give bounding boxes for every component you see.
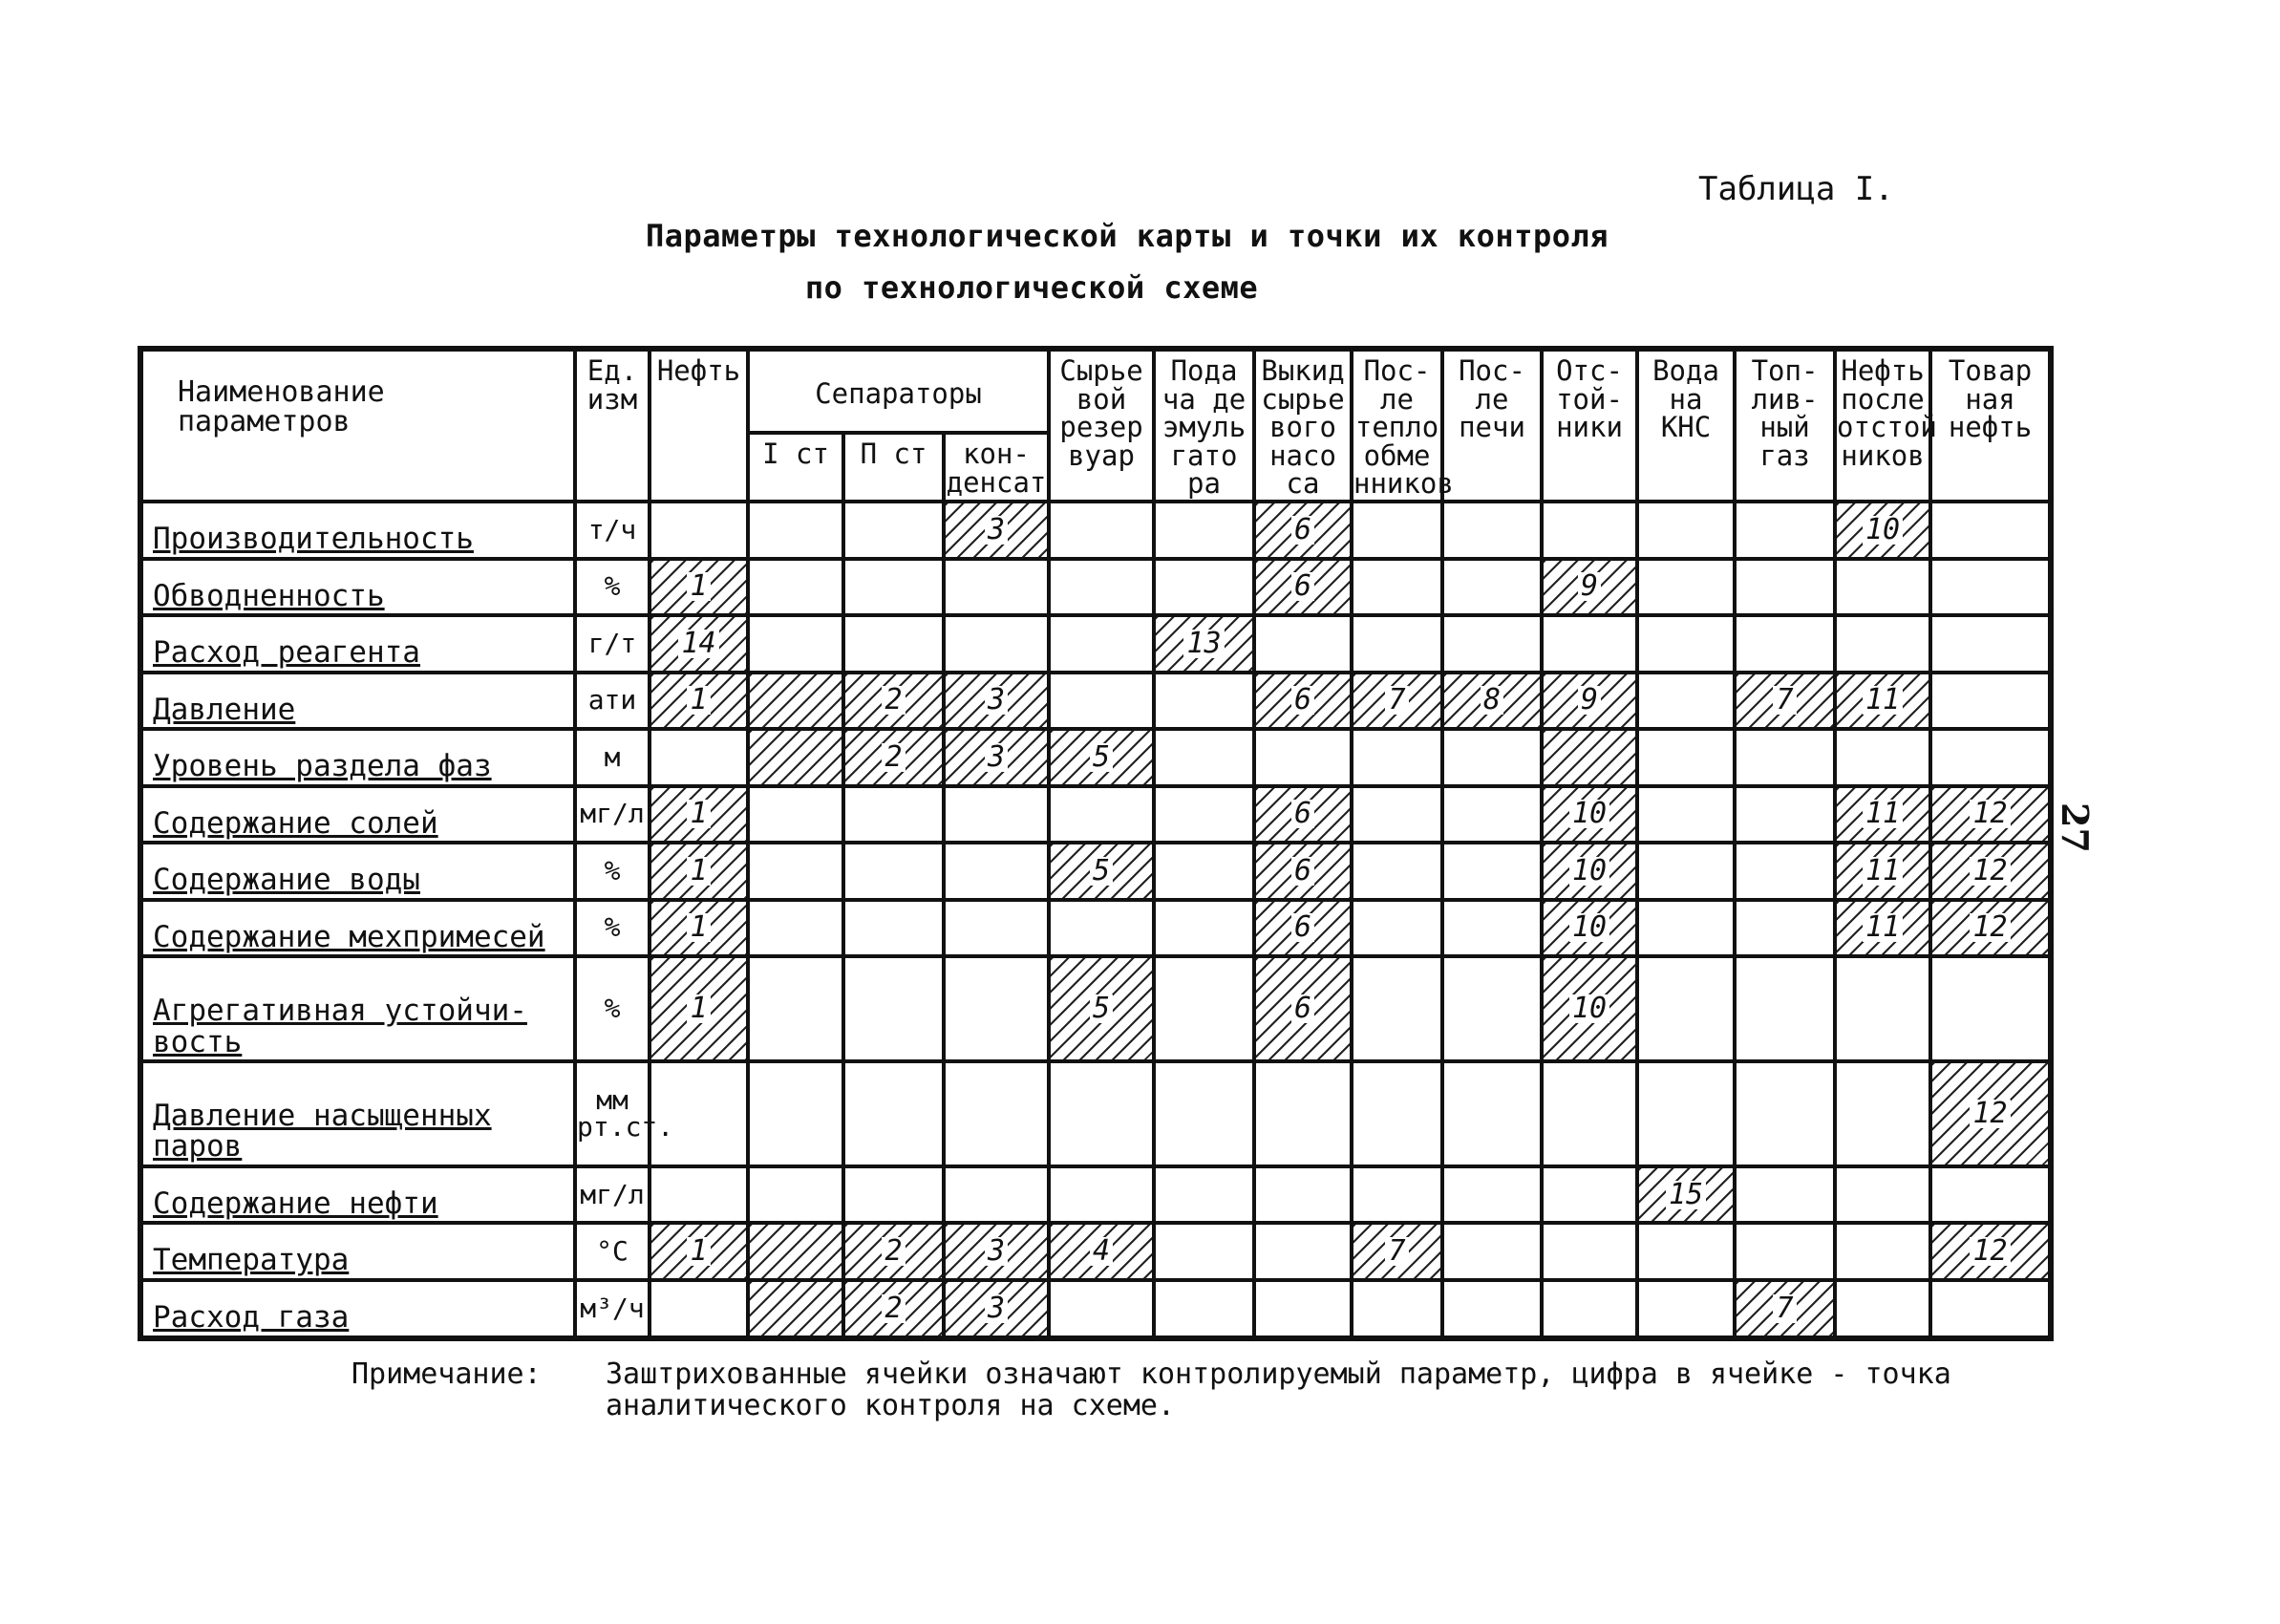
empty-cell	[1352, 786, 1442, 844]
empty-cell	[1049, 786, 1154, 844]
empty-cell	[1442, 729, 1542, 786]
empty-cell	[944, 900, 1049, 957]
control-point-cell	[1049, 729, 1154, 786]
control-point-cell	[1637, 1166, 1735, 1224]
empty-cell	[1542, 615, 1637, 673]
empty-cell	[1442, 900, 1542, 957]
control-point-cell	[1254, 786, 1352, 844]
header-separator-stage-1: I ст	[748, 433, 843, 502]
empty-cell	[1835, 615, 1930, 673]
parameter-unit: м³/ч	[575, 1280, 650, 1338]
control-point-number: 2	[882, 1294, 905, 1323]
control-point-cell	[1442, 673, 1542, 730]
empty-cell	[748, 900, 843, 957]
parameter-unit: %	[575, 956, 650, 1061]
control-point-cell	[1930, 1061, 2051, 1166]
empty-cell	[843, 786, 944, 844]
empty-cell	[650, 1280, 748, 1338]
control-point-number: 1	[687, 800, 710, 828]
empty-cell	[650, 729, 748, 786]
empty-cell	[1637, 1061, 1735, 1166]
control-point-number: 1	[687, 913, 710, 942]
empty-cell	[748, 502, 843, 559]
control-point-number: 2	[882, 686, 905, 715]
header-oil-after-settlers: Нефть после отстой ников	[1835, 349, 1930, 502]
empty-cell	[1637, 956, 1735, 1061]
empty-cell	[1930, 956, 2051, 1061]
control-point-number: 6	[1291, 572, 1314, 601]
empty-cell	[1835, 956, 1930, 1061]
empty-cell	[1442, 559, 1542, 616]
parameter-name: Агрегативная устойчи- вость	[140, 956, 575, 1061]
control-point-cell	[843, 673, 944, 730]
header-raw-tank: Сырье вой резер вуар	[1049, 349, 1154, 502]
control-point-cell	[944, 1223, 1049, 1280]
control-point-number: 8	[1481, 686, 1503, 715]
empty-cell	[1930, 1280, 2051, 1338]
header-separator-stage-2: П ст	[843, 433, 944, 502]
control-point-cell	[944, 729, 1049, 786]
table-row	[140, 900, 2051, 957]
empty-cell	[1735, 900, 1835, 957]
header-parameter-name: Наименование параметров	[140, 349, 575, 502]
empty-cell	[1352, 900, 1442, 957]
empty-cell	[1049, 615, 1154, 673]
empty-cell	[1254, 1280, 1352, 1338]
empty-cell	[1352, 1280, 1442, 1338]
control-point-number: 1	[687, 994, 710, 1023]
control-point-cell	[748, 1223, 843, 1280]
empty-cell	[1154, 1061, 1254, 1166]
empty-cell	[1352, 729, 1442, 786]
empty-cell	[944, 843, 1049, 900]
empty-cell	[1930, 673, 2051, 730]
control-point-number: 13	[1183, 630, 1224, 658]
empty-cell	[1442, 956, 1542, 1061]
control-point-number: 14	[678, 630, 718, 658]
control-point-cell	[1542, 900, 1637, 957]
control-point-number: 6	[1291, 994, 1314, 1023]
empty-cell	[944, 615, 1049, 673]
empty-cell	[944, 956, 1049, 1061]
empty-cell	[1254, 1223, 1352, 1280]
parameter-name: Давление насыщенных паров	[140, 1061, 575, 1166]
control-point-cell	[650, 786, 748, 844]
table-row	[140, 1061, 2051, 1166]
empty-cell	[1154, 1166, 1254, 1224]
empty-cell	[843, 502, 944, 559]
parameter-unit: %	[575, 559, 650, 616]
empty-cell	[1352, 1061, 1442, 1166]
control-point-cell	[1352, 1223, 1442, 1280]
empty-cell	[1254, 615, 1352, 673]
empty-cell	[748, 1166, 843, 1224]
empty-cell	[1442, 1280, 1542, 1338]
control-point-cell	[1930, 843, 2051, 900]
empty-cell	[1049, 1061, 1154, 1166]
empty-cell	[1930, 559, 2051, 616]
control-point-number: 1	[687, 686, 710, 715]
empty-cell	[1735, 786, 1835, 844]
parameter-unit: мг/л	[575, 786, 650, 844]
empty-cell	[1352, 1166, 1442, 1224]
empty-cell	[944, 1061, 1049, 1166]
empty-cell	[1637, 559, 1735, 616]
empty-cell	[944, 786, 1049, 844]
control-point-cell	[1154, 615, 1254, 673]
empty-cell	[944, 1166, 1049, 1224]
empty-cell	[1049, 1280, 1154, 1338]
empty-cell	[1735, 1061, 1835, 1166]
control-point-cell	[1542, 559, 1637, 616]
table-row	[140, 729, 2051, 786]
control-point-number: 2	[882, 1237, 905, 1266]
control-point-cell	[1049, 1223, 1154, 1280]
control-point-number: 10	[1569, 857, 1609, 886]
empty-cell	[748, 956, 843, 1061]
control-point-number: 6	[1291, 516, 1314, 545]
empty-cell	[1154, 1223, 1254, 1280]
empty-cell	[843, 956, 944, 1061]
parameter-name: Содержание воды	[140, 843, 575, 900]
header-raw-pump: Выкид сырье вого насо са	[1254, 349, 1352, 502]
header-commercial-oil: Товар ная нефть	[1930, 349, 2051, 502]
header-separators: Сепараторы	[748, 349, 1049, 433]
empty-cell	[1542, 1280, 1637, 1338]
control-point-cell	[944, 673, 1049, 730]
empty-cell	[1835, 1166, 1930, 1224]
header-after-furnace: Пос- ле печи	[1442, 349, 1542, 502]
empty-cell	[1735, 956, 1835, 1061]
control-point-number: 12	[1970, 913, 2010, 942]
parameter-unit: м	[575, 729, 650, 786]
control-point-cell	[1735, 673, 1835, 730]
empty-cell	[1352, 956, 1442, 1061]
header-fuel-gas: Топ- лив- ный газ	[1735, 349, 1835, 502]
control-point-cell	[1049, 843, 1154, 900]
empty-cell	[650, 1166, 748, 1224]
empty-cell	[1254, 729, 1352, 786]
empty-cell	[1637, 673, 1735, 730]
parameter-unit: т/ч	[575, 502, 650, 559]
table-row	[140, 786, 2051, 844]
empty-cell	[1352, 615, 1442, 673]
control-point-cell	[650, 1223, 748, 1280]
empty-cell	[1154, 843, 1254, 900]
control-point-cell	[650, 615, 748, 673]
control-point-number: 5	[1090, 743, 1113, 772]
empty-cell	[1049, 502, 1154, 559]
empty-cell	[1049, 900, 1154, 957]
control-point-cell	[1930, 786, 2051, 844]
empty-cell	[1735, 502, 1835, 559]
empty-cell	[843, 1166, 944, 1224]
empty-cell	[1352, 502, 1442, 559]
empty-cell	[1442, 1061, 1542, 1166]
control-point-cell	[944, 1280, 1049, 1338]
control-point-cell	[1254, 559, 1352, 616]
control-point-number: 7	[1773, 686, 1796, 715]
table-row	[140, 956, 2051, 1061]
empty-cell	[1637, 729, 1735, 786]
empty-cell	[1154, 729, 1254, 786]
control-point-number: 3	[985, 1237, 1008, 1266]
control-point-cell	[748, 673, 843, 730]
control-point-cell	[650, 900, 748, 957]
empty-cell	[650, 502, 748, 559]
control-point-cell	[1835, 502, 1930, 559]
header-water-kns: Вода на КНС	[1637, 349, 1735, 502]
empty-cell	[1542, 1061, 1637, 1166]
empty-cell	[1352, 843, 1442, 900]
control-point-number: 10	[1569, 913, 1609, 942]
table-title-line-2: по технологической схеме	[804, 269, 1259, 306]
control-point-number: 10	[1569, 994, 1609, 1023]
empty-cell	[1154, 786, 1254, 844]
control-point-number: 5	[1090, 994, 1113, 1023]
control-point-cell	[1542, 673, 1637, 730]
control-point-number: 6	[1291, 800, 1314, 828]
empty-cell	[1154, 673, 1254, 730]
empty-cell	[843, 843, 944, 900]
parameters-table	[138, 346, 2054, 1341]
table-row	[140, 843, 2051, 900]
control-point-number: 10	[1863, 516, 1903, 545]
control-point-cell	[650, 559, 748, 616]
empty-cell	[1542, 502, 1637, 559]
control-point-cell	[1542, 843, 1637, 900]
empty-cell	[843, 615, 944, 673]
empty-cell	[1735, 615, 1835, 673]
control-point-number: 3	[985, 686, 1008, 715]
empty-cell	[748, 559, 843, 616]
empty-cell	[650, 1061, 748, 1166]
empty-cell	[944, 559, 1049, 616]
control-point-cell	[1352, 673, 1442, 730]
control-point-number: 6	[1291, 857, 1314, 886]
table-body	[140, 502, 2051, 1338]
parameter-unit: мг/л	[575, 1166, 650, 1224]
empty-cell	[1930, 729, 2051, 786]
control-point-cell	[650, 673, 748, 730]
table-title-line-1: Параметры технологической карты и точки их контроля	[645, 218, 1609, 254]
empty-cell	[1154, 956, 1254, 1061]
parameter-name: Содержание солей	[140, 786, 575, 844]
parameter-name: Содержание нефти	[140, 1166, 575, 1224]
empty-cell	[748, 615, 843, 673]
empty-cell	[1930, 615, 2051, 673]
control-point-number: 1	[687, 857, 710, 886]
empty-cell	[748, 1061, 843, 1166]
parameter-unit: %	[575, 900, 650, 957]
parameter-name: Температура	[140, 1223, 575, 1280]
empty-cell	[1442, 1166, 1542, 1224]
control-point-number: 12	[1970, 800, 2010, 828]
control-point-cell	[1835, 900, 1930, 957]
parameter-name: Содержание мехпримесей	[140, 900, 575, 957]
parameter-name: Расход реагента	[140, 615, 575, 673]
control-point-number: 3	[985, 743, 1008, 772]
header-demulsifier: Пода ча де эмуль гато ра	[1154, 349, 1254, 502]
control-point-cell	[1735, 1280, 1835, 1338]
control-point-number: 7	[1773, 1294, 1796, 1323]
empty-cell	[1637, 615, 1735, 673]
parameter-name: Расход газа	[140, 1280, 575, 1338]
control-point-number: 3	[985, 1294, 1008, 1323]
empty-cell	[1154, 900, 1254, 957]
control-point-number: 12	[1970, 1100, 2010, 1128]
empty-cell	[1542, 1166, 1637, 1224]
empty-cell	[748, 786, 843, 844]
empty-cell	[1835, 1223, 1930, 1280]
control-point-number: 9	[1578, 572, 1601, 601]
control-point-number: 10	[1569, 800, 1609, 828]
empty-cell	[1835, 1061, 1930, 1166]
control-point-number: 15	[1666, 1181, 1706, 1209]
control-point-number: 7	[1385, 1237, 1408, 1266]
empty-cell	[1154, 1280, 1254, 1338]
control-point-cell	[748, 1280, 843, 1338]
header-oil: Нефть	[650, 349, 748, 502]
header-after-heat-exchangers: Пос- ле тепло обме нников	[1352, 349, 1442, 502]
empty-cell	[1254, 1061, 1352, 1166]
control-point-number: 11	[1863, 686, 1903, 715]
control-point-cell	[1049, 956, 1154, 1061]
empty-cell	[1442, 502, 1542, 559]
empty-cell	[843, 559, 944, 616]
table-row	[140, 615, 2051, 673]
empty-cell	[843, 900, 944, 957]
empty-cell	[1735, 729, 1835, 786]
control-point-number: 7	[1385, 686, 1408, 715]
parameter-unit: %	[575, 843, 650, 900]
control-point-cell	[1835, 843, 1930, 900]
empty-cell	[1154, 502, 1254, 559]
parameter-name: Уровень раздела фаз	[140, 729, 575, 786]
empty-cell	[1835, 729, 1930, 786]
table-row	[140, 1223, 2051, 1280]
empty-cell	[1637, 900, 1735, 957]
control-point-cell	[1930, 1223, 2051, 1280]
control-point-number: 12	[1970, 1237, 2010, 1266]
parameter-unit: °C	[575, 1223, 650, 1280]
header-separator-condensate: кон- денсат	[944, 433, 1049, 502]
control-point-number: 1	[687, 572, 710, 601]
control-point-number: 6	[1291, 686, 1314, 715]
note-label: Примечание:	[352, 1357, 542, 1391]
control-point-number: 5	[1090, 857, 1113, 886]
empty-cell	[1542, 1223, 1637, 1280]
table-row	[140, 673, 2051, 730]
empty-cell	[1442, 1223, 1542, 1280]
control-point-cell	[843, 729, 944, 786]
parameter-unit: ати	[575, 673, 650, 730]
empty-cell	[1835, 1280, 1930, 1338]
control-point-cell	[1254, 502, 1352, 559]
control-point-number: 4	[1090, 1237, 1113, 1266]
parameter-name: Давление	[140, 673, 575, 730]
empty-cell	[1735, 1166, 1835, 1224]
empty-cell	[1049, 1166, 1154, 1224]
control-point-cell	[1542, 729, 1637, 786]
control-point-cell	[748, 729, 843, 786]
control-point-cell	[1835, 786, 1930, 844]
control-point-number: 9	[1578, 686, 1601, 715]
page-number: 27	[2054, 802, 2097, 853]
header-settlers: Отс- той- ники	[1542, 349, 1637, 502]
parameter-name: Обводненность	[140, 559, 575, 616]
empty-cell	[1049, 559, 1154, 616]
control-point-cell	[1542, 956, 1637, 1061]
control-point-cell	[650, 843, 748, 900]
empty-cell	[1637, 1223, 1735, 1280]
empty-cell	[1442, 615, 1542, 673]
control-point-cell	[1254, 673, 1352, 730]
empty-cell	[1637, 1280, 1735, 1338]
parameter-unit: мм рт.ст.	[575, 1061, 650, 1166]
empty-cell	[1442, 843, 1542, 900]
control-point-cell	[944, 502, 1049, 559]
control-point-cell	[1254, 900, 1352, 957]
parameter-name: Производительность	[140, 502, 575, 559]
empty-cell	[1835, 559, 1930, 616]
empty-cell	[1637, 843, 1735, 900]
table-row	[140, 1280, 2051, 1338]
control-point-cell	[1254, 956, 1352, 1061]
control-point-cell	[650, 956, 748, 1061]
empty-cell	[1735, 559, 1835, 616]
empty-cell	[1442, 786, 1542, 844]
empty-cell	[1735, 1223, 1835, 1280]
control-point-number: 2	[882, 743, 905, 772]
control-point-number: 11	[1863, 800, 1903, 828]
parameter-unit: г/т	[575, 615, 650, 673]
empty-cell	[1154, 559, 1254, 616]
control-point-number: 3	[985, 516, 1008, 545]
table-row	[140, 502, 2051, 559]
header-unit: Ед. изм	[575, 349, 650, 502]
control-point-number: 11	[1863, 913, 1903, 942]
note-text: Заштрихованные ячейки означают контролируемый параметр, цифра в ячейке - точка аналитического контроля на схеме.	[606, 1357, 1951, 1422]
control-point-number: 1	[687, 1237, 710, 1266]
empty-cell	[1735, 843, 1835, 900]
empty-cell	[843, 1061, 944, 1166]
control-point-cell	[843, 1280, 944, 1338]
control-point-number: 6	[1291, 913, 1314, 942]
empty-cell	[1637, 786, 1735, 844]
table-row	[140, 559, 2051, 616]
empty-cell	[1930, 502, 2051, 559]
control-point-cell	[1930, 900, 2051, 957]
empty-cell	[1930, 1166, 2051, 1224]
table-label: Таблица I.	[1698, 170, 1894, 208]
control-point-number: 12	[1970, 857, 2010, 886]
empty-cell	[748, 843, 843, 900]
control-point-cell	[843, 1223, 944, 1280]
empty-cell	[1254, 1166, 1352, 1224]
control-point-number: 11	[1863, 857, 1903, 886]
control-point-cell	[1542, 786, 1637, 844]
control-point-cell	[1835, 673, 1930, 730]
empty-cell	[1352, 559, 1442, 616]
table-row	[140, 1166, 2051, 1224]
empty-cell	[1049, 673, 1154, 730]
control-point-cell	[1254, 843, 1352, 900]
empty-cell	[1637, 502, 1735, 559]
